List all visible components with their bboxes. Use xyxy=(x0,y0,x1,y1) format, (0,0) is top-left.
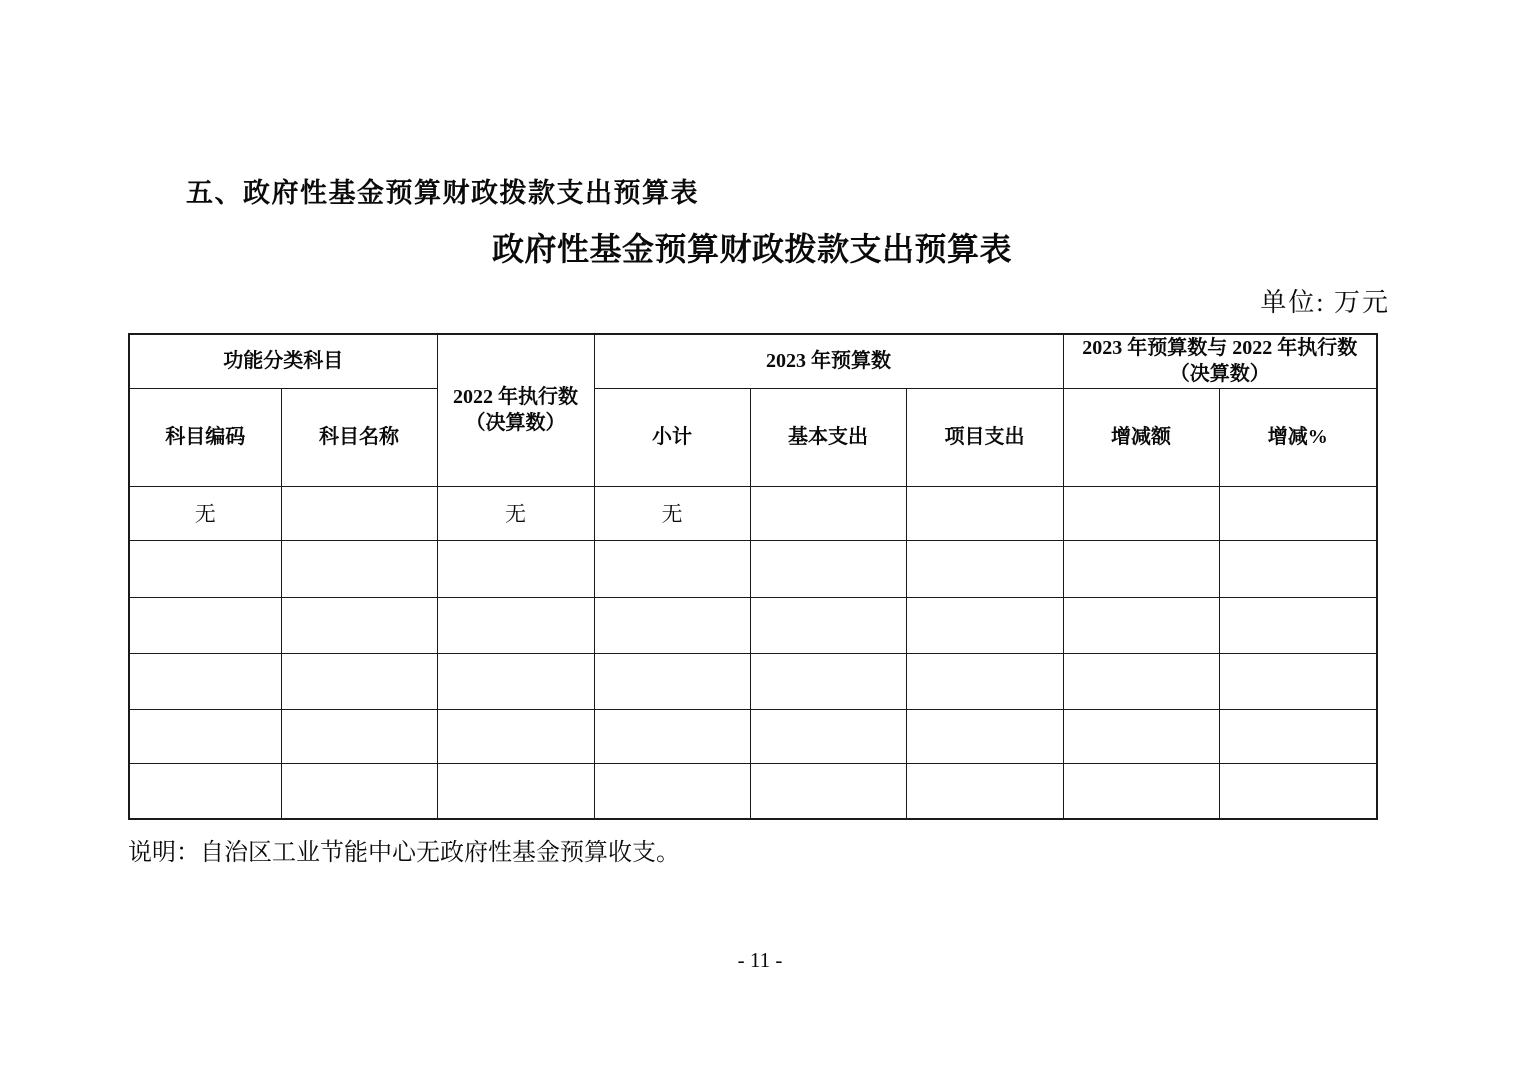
table-cell xyxy=(129,540,281,597)
table-cell xyxy=(906,653,1063,709)
header-cell-change-percent: 增减% xyxy=(1219,388,1377,486)
table-cell xyxy=(906,763,1063,819)
table-cell xyxy=(1219,709,1377,763)
table-cell xyxy=(1219,653,1377,709)
table-row xyxy=(129,763,1377,819)
table-cell: 无 xyxy=(594,486,750,540)
section-heading: 五、政府性基金预算财政拨款支出预算表 xyxy=(186,178,699,208)
table-cell xyxy=(594,597,750,653)
table-cell xyxy=(750,709,906,763)
table-cell xyxy=(1063,763,1219,819)
table-cell xyxy=(906,486,1063,540)
table-cell xyxy=(906,709,1063,763)
header-exec-2022-line1: 2022 年执行数 xyxy=(453,386,578,409)
table-title: 政府性基金预算财政拨款支出预算表 xyxy=(491,231,1012,267)
table-cell xyxy=(1063,597,1219,653)
table-cell xyxy=(594,709,750,763)
table-cell xyxy=(281,486,437,540)
header-exec-2022-line2: （决算数） xyxy=(465,412,566,435)
header-cell-subject-name: 科目名称 xyxy=(281,388,437,486)
table-cell xyxy=(906,597,1063,653)
page-number: - 11 - xyxy=(737,948,783,972)
table-row xyxy=(129,709,1377,763)
table-cell xyxy=(281,709,437,763)
table-cell: 无 xyxy=(437,486,594,540)
table-cell xyxy=(750,653,906,709)
table-cell xyxy=(1219,486,1377,540)
header-cell-functional-category: 功能分类科目 xyxy=(129,334,437,388)
table-cell xyxy=(906,540,1063,597)
table-cell xyxy=(129,709,281,763)
table-cell xyxy=(1063,486,1219,540)
table-cell xyxy=(437,540,594,597)
header-cell-subject-code: 科目编码 xyxy=(129,388,281,486)
table-cell xyxy=(437,597,594,653)
table-cell: 无 xyxy=(129,486,281,540)
table-cell xyxy=(281,540,437,597)
table-cell xyxy=(594,763,750,819)
table-row xyxy=(129,653,1377,709)
header-cell-subtotal: 小计 xyxy=(594,388,750,486)
header-cell-change-amount: 增减额 xyxy=(1063,388,1219,486)
table-cell xyxy=(129,763,281,819)
header-cell-project-expenditure: 项目支出 xyxy=(906,388,1063,486)
table-row xyxy=(129,486,1377,540)
table-cell xyxy=(1219,540,1377,597)
table-cell xyxy=(750,486,906,540)
table-cell xyxy=(750,597,906,653)
table-cell xyxy=(129,597,281,653)
table-row xyxy=(129,597,1377,653)
table-cell xyxy=(437,653,594,709)
table-cell xyxy=(281,653,437,709)
budget-table xyxy=(128,333,1378,820)
table-cell xyxy=(281,597,437,653)
table-cell xyxy=(1063,540,1219,597)
table-cell xyxy=(1063,709,1219,763)
header-cell-basic-expenditure: 基本支出 xyxy=(750,388,906,486)
table-cell xyxy=(1063,653,1219,709)
header-cell-exec-2022 xyxy=(437,334,594,486)
header-compare-line2: （决算数） xyxy=(1169,363,1270,386)
table-cell xyxy=(437,763,594,819)
header-row-columns xyxy=(129,388,1377,486)
header-cell-compare xyxy=(1063,334,1377,388)
table-cell xyxy=(281,763,437,819)
table-cell xyxy=(1219,763,1377,819)
unit-label: 单位: 万元 xyxy=(1260,288,1390,317)
table-cell xyxy=(594,540,750,597)
note-text: 说明：自治区工业节能中心无政府性基金预算收支。 xyxy=(128,839,680,866)
table-cell xyxy=(750,763,906,819)
table-cell xyxy=(129,653,281,709)
table-cell xyxy=(1219,597,1377,653)
table-cell xyxy=(437,709,594,763)
table-cell xyxy=(750,540,906,597)
header-row-groups xyxy=(129,334,1377,388)
header-compare-line1: 2023 年预算数与 2022 年执行数 xyxy=(1082,337,1358,360)
table-cell xyxy=(594,653,750,709)
table-row xyxy=(129,540,1377,597)
header-cell-budget-2023: 2023 年预算数 xyxy=(594,334,1063,388)
